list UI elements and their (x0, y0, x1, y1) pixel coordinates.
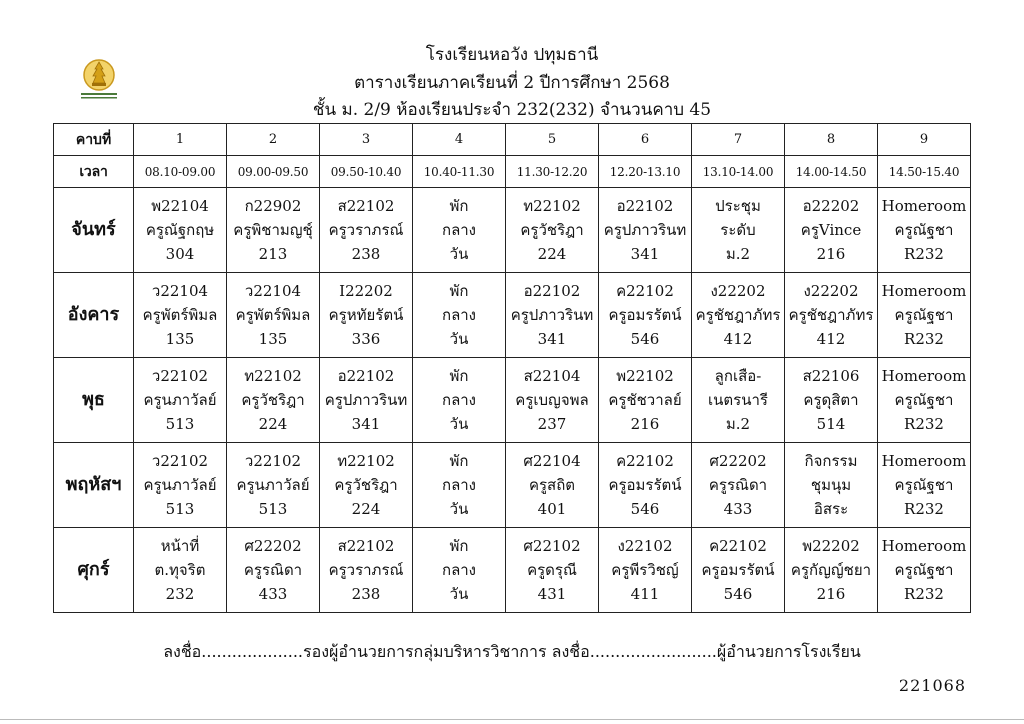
subject-code: ว22102 (151, 367, 209, 385)
period-time: 10.40-11.30 (413, 156, 506, 188)
time-row (54, 156, 971, 188)
period-time: 09.00-09.50 (227, 156, 320, 188)
subject-code: อ22102 (523, 282, 581, 300)
room-number: 412 (816, 330, 846, 348)
teacher-name: ครูพัตร์พิมล (142, 306, 218, 324)
day-row (54, 188, 971, 273)
timetable-title: ตารางเรียนภาคเรียนที่ 2 ปีการศึกษา 2568 (354, 73, 670, 93)
room-number: 341 (630, 245, 660, 263)
room-number: 224 (258, 415, 288, 433)
subject-code: ลูกเสือ- (714, 367, 762, 385)
day-row (54, 528, 971, 613)
room-number: R232 (904, 330, 944, 348)
schedule-cell (134, 358, 227, 443)
subject-code: Homeroom (881, 197, 967, 215)
subject-code: ว22102 (151, 452, 209, 470)
schedule-cell (692, 528, 785, 613)
teacher-name: ครูรณิดา (708, 476, 768, 494)
subject-code: ศ22102 (523, 537, 581, 555)
teacher-name: ครูชัชวาลย์ (608, 391, 682, 409)
subject-code: ส22102 (337, 197, 395, 215)
room-number: 216 (816, 585, 846, 603)
day-name: จันทร์ (54, 188, 134, 273)
teacher-name: ครูณัฐชา (894, 306, 954, 324)
subject-code: พัก (449, 282, 469, 300)
period-row (54, 124, 971, 156)
schedule-cell (878, 188, 971, 273)
room-number: 431 (537, 585, 567, 603)
room-number: R232 (904, 415, 944, 433)
subject-code: หน้าที่ (160, 537, 200, 555)
room-number: 135 (165, 330, 195, 348)
schedule-cell (599, 443, 692, 528)
day-name: อังคาร (54, 273, 134, 358)
subject-code: ว22102 (244, 452, 302, 470)
room-number: 411 (630, 585, 660, 603)
teacher-name: ครูดุสิตา (803, 391, 859, 409)
subject-code: พ22102 (616, 367, 674, 385)
schedule-cell (320, 358, 413, 443)
room-number: 238 (351, 585, 381, 603)
teacher-name: ครูพีรวิชญ์ (611, 561, 679, 579)
schedule-cell (320, 188, 413, 273)
schedule-cell (692, 358, 785, 443)
day-row (54, 273, 971, 358)
schedule-cell (692, 188, 785, 273)
subject-code: ศ22104 (523, 452, 581, 470)
schedule-cell (599, 528, 692, 613)
day-name: พฤหัสฯ (54, 443, 134, 528)
room-number: 232 (165, 585, 195, 603)
schedule-cell (599, 358, 692, 443)
teacher-name: ครูปภาวรินท (510, 306, 594, 324)
teacher-name: ครูปภาวรินท (603, 221, 687, 239)
subject-code: ประชุม (715, 197, 761, 215)
room-number: วัน (449, 415, 469, 433)
period-time: 12.20-13.10 (599, 156, 692, 188)
room-number: 433 (258, 585, 288, 603)
teacher-name: ครูณัฐชา (894, 561, 954, 579)
room-number: 513 (258, 500, 288, 518)
subject-code: Homeroom (881, 452, 967, 470)
period-number: 6 (599, 124, 692, 156)
room-number: 401 (537, 500, 567, 518)
schedule-cell (227, 188, 320, 273)
room-number: 216 (816, 245, 846, 263)
page-divider (0, 719, 1024, 720)
day-name: ศุกร์ (54, 528, 134, 613)
teacher-name: ครูวัชริฎา (241, 391, 305, 409)
schedule-cell (413, 443, 506, 528)
period-time: 11.30-12.20 (506, 156, 599, 188)
subject-code: Homeroom (881, 282, 967, 300)
room-number: ม.2 (725, 415, 751, 433)
room-number: 412 (723, 330, 753, 348)
teacher-name: ครูกัญญ์ชยา (790, 561, 872, 579)
period-number: 4 (413, 124, 506, 156)
period-time: 09.50-10.40 (320, 156, 413, 188)
period-label: คาบที่ (54, 124, 134, 156)
teacher-name: ครูอมรรัตน์ (608, 476, 682, 494)
class-info: ชั้น ม. 2/9 ห้องเรียนประจำ 232(232) จำนวนคาบ 45 (312, 100, 712, 120)
schedule-cell (506, 188, 599, 273)
schedule-cell (320, 273, 413, 358)
teacher-name: ครูชัชฎาภัทร (695, 306, 781, 324)
schedule-cell (134, 528, 227, 613)
teacher-name: ครูพิชามญชุ์ (233, 221, 313, 239)
teacher-name: ครูวัชริฎา (334, 476, 398, 494)
subject-code: ว22104 (151, 282, 209, 300)
subject-code: ง22202 (803, 282, 859, 300)
room-number: วัน (449, 245, 469, 263)
teacher-name: กลาง (441, 561, 477, 579)
day-row (54, 358, 971, 443)
subject-code: อ22202 (802, 197, 860, 215)
subject-code: พ22104 (151, 197, 209, 215)
teacher-name: กลาง (441, 476, 477, 494)
room-number: 546 (723, 585, 753, 603)
timetable (53, 123, 971, 613)
period-number: 3 (320, 124, 413, 156)
subject-code: ส22102 (337, 537, 395, 555)
subject-code: I22202 (339, 282, 393, 300)
teacher-name: ครูเบญจพล (515, 391, 589, 409)
schedule-cell (413, 188, 506, 273)
teacher-name: ครูวราภรณ์ (328, 221, 404, 239)
period-number: 9 (878, 124, 971, 156)
schedule-cell (599, 188, 692, 273)
room-number: 513 (165, 415, 195, 433)
schedule-cell (878, 273, 971, 358)
room-number: 341 (351, 415, 381, 433)
teacher-name: กลาง (441, 306, 477, 324)
room-number: 546 (630, 500, 660, 518)
teacher-name: ครูวัชริฎา (520, 221, 584, 239)
period-number: 8 (785, 124, 878, 156)
subject-code: พ22202 (802, 537, 860, 555)
schedule-cell (320, 528, 413, 613)
subject-code: Homeroom (881, 367, 967, 385)
room-number: R232 (904, 500, 944, 518)
teacher-name: ครูดรุณี (527, 561, 577, 579)
schedule-cell (134, 443, 227, 528)
room-number: 341 (537, 330, 567, 348)
schedule-cell (692, 273, 785, 358)
teacher-name: ครูณัฐชา (894, 476, 954, 494)
teacher-name: ครูนภาวัลย์ (236, 476, 310, 494)
subject-code: ศ22202 (709, 452, 767, 470)
period-time: 14.00-14.50 (785, 156, 878, 188)
room-number: 237 (537, 415, 567, 433)
teacher-name: ครูVince (800, 221, 862, 239)
room-number: วัน (449, 330, 469, 348)
room-number: อิสระ (813, 500, 849, 518)
schedule-cell (878, 358, 971, 443)
room-number: 135 (258, 330, 288, 348)
subject-code: ง22102 (617, 537, 673, 555)
room-number: 213 (258, 245, 288, 263)
room-number: 224 (351, 500, 381, 518)
room-number: 546 (630, 330, 660, 348)
day-row (54, 443, 971, 528)
teacher-name: ต.ทุจริต (154, 561, 206, 579)
subject-code: อ22102 (337, 367, 395, 385)
schedule-cell (785, 358, 878, 443)
period-number: 5 (506, 124, 599, 156)
period-time: 08.10-09.00 (134, 156, 227, 188)
room-number: 224 (537, 245, 567, 263)
schedule-cell (785, 188, 878, 273)
room-number: R232 (904, 245, 944, 263)
subject-code: พัก (449, 452, 469, 470)
subject-code: ง22202 (710, 282, 766, 300)
room-number: 216 (630, 415, 660, 433)
teacher-name: ชุมนุม (810, 476, 852, 494)
teacher-name: ครูอมรรัตน์ (608, 306, 682, 324)
room-number: 513 (165, 500, 195, 518)
period-number: 2 (227, 124, 320, 156)
period-number: 1 (134, 124, 227, 156)
time-label: เวลา (54, 156, 134, 188)
teacher-name: ครูปภาวรินท (324, 391, 408, 409)
teacher-name: ครูหทัยรัตน์ (328, 306, 404, 324)
room-number: ม.2 (725, 245, 751, 263)
teacher-name: ครูรณิดา (243, 561, 303, 579)
schedule-cell (227, 273, 320, 358)
subject-code: พัก (449, 537, 469, 555)
schedule-cell (878, 528, 971, 613)
teacher-name: ระดับ (720, 221, 756, 239)
schedule-cell (785, 443, 878, 528)
schedule-cell (506, 528, 599, 613)
signature-line: ลงชื่อ....................รองผู้อำนวยการกลุ่มบริหารวิชาการ ลงชื่อ.........................ผู้อำนวยการโรงเรียน (163, 642, 861, 661)
schedule-cell (506, 358, 599, 443)
period-time: 14.50-15.40 (878, 156, 971, 188)
room-number: วัน (449, 500, 469, 518)
subject-code: กิจกรรม (804, 452, 858, 470)
subject-code: ท22102 (523, 197, 581, 215)
subject-code: ศ22202 (244, 537, 302, 555)
schedule-cell (878, 443, 971, 528)
subject-code: Homeroom (881, 537, 967, 555)
schedule-cell (506, 273, 599, 358)
teacher-name: กลาง (441, 221, 477, 239)
teacher-name: กลาง (441, 391, 477, 409)
period-number: 7 (692, 124, 785, 156)
schedule-cell (134, 188, 227, 273)
teacher-name: เนตรนารี (708, 391, 768, 409)
subject-code: ค22102 (709, 537, 767, 555)
schedule-cell (785, 528, 878, 613)
schedule-cell (599, 273, 692, 358)
schedule-cell (227, 443, 320, 528)
teacher-name: ครูวราภรณ์ (328, 561, 404, 579)
teacher-name: ครูณัฐชา (894, 391, 954, 409)
subject-code: ค22102 (616, 452, 674, 470)
teacher-name: ครูณัฐชา (894, 221, 954, 239)
schedule-cell (692, 443, 785, 528)
room-number: R232 (904, 585, 944, 603)
document-code: 221068 (898, 676, 966, 695)
schedule-cell (134, 273, 227, 358)
subject-code: ส22104 (523, 367, 581, 385)
subject-code: ว22104 (244, 282, 302, 300)
teacher-name: ครูอมรรัตน์ (701, 561, 775, 579)
day-name: พุธ (54, 358, 134, 443)
room-number: 238 (351, 245, 381, 263)
teacher-name: ครูณัฐกฤษ (145, 221, 215, 239)
room-number: วัน (449, 585, 469, 603)
teacher-name: ครูนภาวัลย์ (143, 476, 217, 494)
room-number: 336 (351, 330, 381, 348)
schedule-cell (227, 358, 320, 443)
room-number: 304 (165, 245, 195, 263)
period-time: 13.10-14.00 (692, 156, 785, 188)
schedule-cell (227, 528, 320, 613)
subject-code: ท22102 (244, 367, 302, 385)
subject-code: ก22902 (244, 197, 302, 215)
schedule-cell (413, 358, 506, 443)
schedule-cell (320, 443, 413, 528)
schedule-cell (785, 273, 878, 358)
teacher-name: ครูสถิต (528, 476, 576, 494)
teacher-name: ครูพัตร์พิมล (235, 306, 311, 324)
schedule-cell (413, 528, 506, 613)
schedule-cell (413, 273, 506, 358)
teacher-name: ครูชัชฎาภัทร (788, 306, 874, 324)
schedule-cell (506, 443, 599, 528)
school-name: โรงเรียนหอวัง ปทุมธานี (425, 45, 599, 65)
subject-code: พัก (449, 367, 469, 385)
teacher-name: ครูนภาวัลย์ (143, 391, 217, 409)
subject-code: ส22106 (802, 367, 860, 385)
room-number: 514 (816, 415, 846, 433)
room-number: 433 (723, 500, 753, 518)
subject-code: พัก (449, 197, 469, 215)
subject-code: อ22102 (616, 197, 674, 215)
subject-code: ท22102 (337, 452, 395, 470)
subject-code: ค22102 (616, 282, 674, 300)
